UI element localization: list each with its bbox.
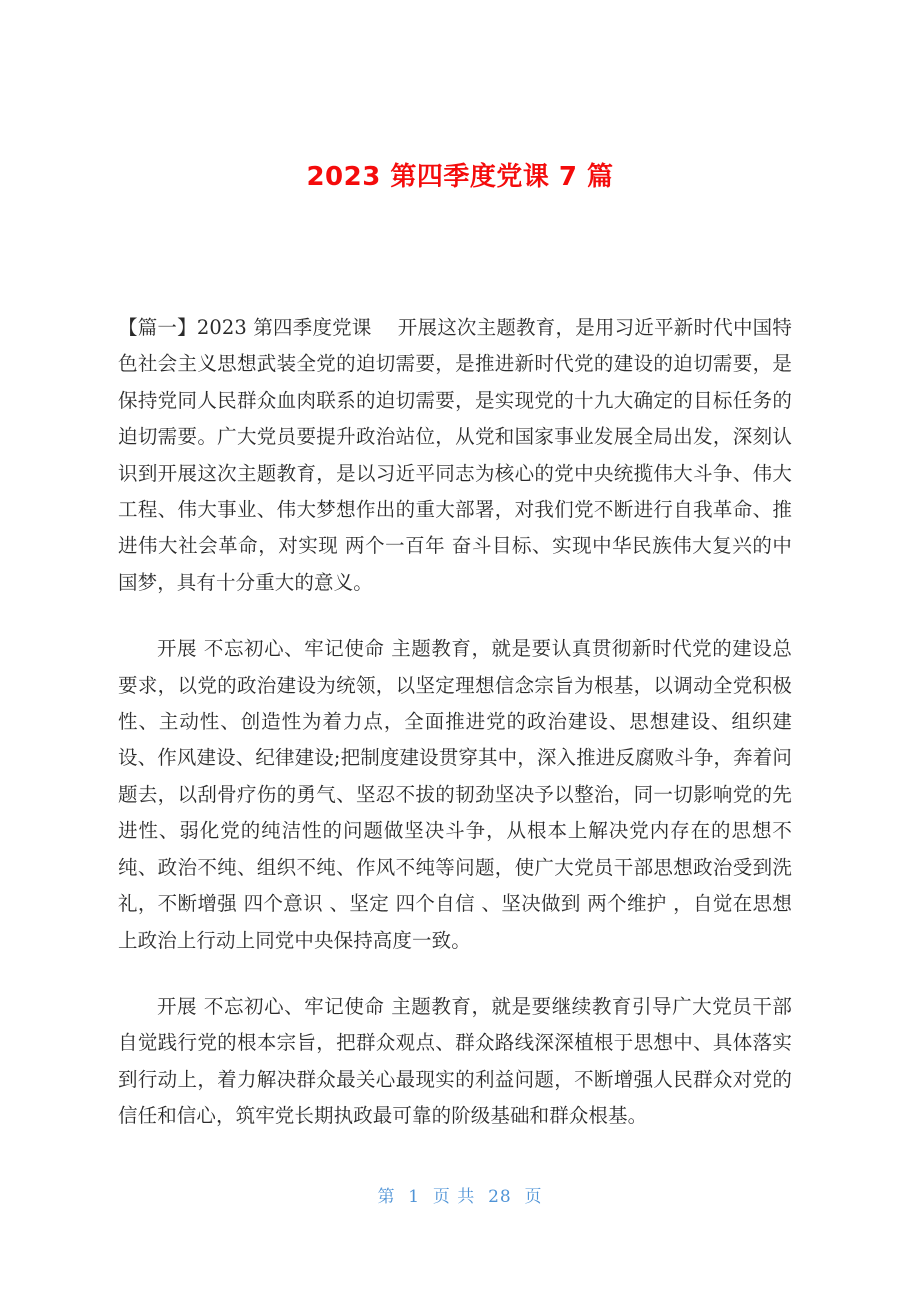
body-paragraph-3: 开展 不忘初心、牢记使命 主题教育，就是要继续教育引导广大党员干部自觉践行党的根本宗旨，把群众观点、群众路线深深植根于思想中、具体落实到行动上，着力解决群众最关心最现实的利益问题，不断增强人民群众对党的信任和信心，筑牢党长期执政最可靠的阶级基础和群众根基。 — [118, 994, 792, 1128]
document-body — [118, 310, 792, 1135]
page-number-footer: 第 1 页 共 28 页 — [377, 1187, 543, 1207]
body-paragraph-2: 开展 不忘初心、牢记使命 主题教育，就是要认真贯彻新时代党的建设总要求，以党的政治建设为统领，以坚定理想信念宗旨为根基，以调动全党积极性、主动性、创造性为着力点，全面推进党的政治建设、思想建设、组织建设、作风建设、纪律建设;把制度建设贯穿其中，深入推进反腐败斗争，奔着问题去，以刮骨疗伤的勇气、坚忍不拔的韧劲坚决予以整治，同一切影响党的先进性、弱化党的纯洁性的问题做坚决斗争，从根本上解决党内存在的思想不纯、政治不纯、组织不纯、作风不纯等问题，使广大党员干部思想政治受到洗礼，不断增强 四个意识 、坚定 四个自信 、坚决做到 两个维护 ，自觉在思想上政治上行动上同党中央保持高度一致。 — [118, 637, 792, 952]
page-title: 2023 第四季度党课 7 篇 — [306, 162, 614, 193]
body-paragraph-1: 【篇一】2023 第四季度党课 开展这次主题教育，是用习近平新时代中国特色社会主义思想武装全党的迫切需要，是推进新时代党的建设的迫切需要，是保持党同人民群众血肉联系的迫切需要，是实现党的十九大确定的目标任务的迫切需要。广大党员要提升政治站位，从党和国家事业发展全局出发，深刻认识到开展这次主题教育，是以习近平同志为核心的党中央统揽伟大斗争、伟大工程、伟大事业、伟大梦想作出的重大部署，对我们党不断进行自我革命、推进伟大社会革命，对实现 两个一百年 奋斗目标、实现中华民族伟大复兴的中国梦，具有十分重大的意义。 — [118, 316, 792, 594]
